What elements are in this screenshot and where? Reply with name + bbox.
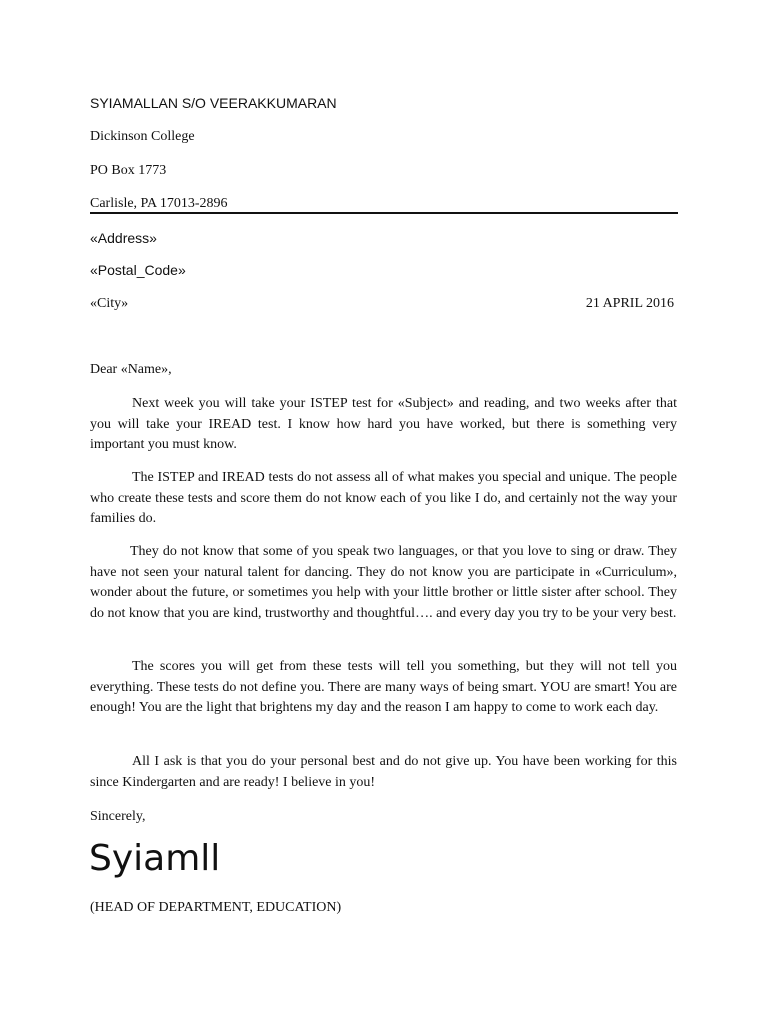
body-paragraph-3: They do not know that some of you speak two languages, or that you love to sing or draw. They have not seen your natural talent for dancing. They do not know you are participate in «Curriculum», wonder about the future, or sometimes you help with your little brother or little sister after school. They do not know that you are kind, trustworthy and thoughtful…. and every day you try to be your very best. [90,544,677,622]
signature: Syiamll [89,838,221,879]
body-paragraph-5: All I ask is that you do your personal best and do not give up. You have been working for this since Kindergarten and are ready! I believe in you! [90,754,677,790]
recipient-postal-code: «Postal_Code» [90,262,186,278]
body-paragraph-1: Next week you will take your ISTEP test for «Subject» and reading, and two weeks after that you will take your IREAD test. I know how hard you have worked, but there is something very important you must know. [90,396,677,453]
body-paragraph-4: The scores you will get from these tests will tell you something, but they will not tell you everything. These tests do not define you. There are many ways of being smart. YOU are smart! You are enough! You are the light that brightens my day and the reason I am happy to come to work each day. [90,659,677,716]
letter-date: 21 APRIL 2016 [585,296,674,311]
recipient-address: «Address» [90,230,157,246]
body-paragraph-2: The ISTEP and IREAD tests do not assess all of what makes you special and unique. The people who create these tests and score them do not know each of you like I do, and certainly not the way your families do. [90,470,677,527]
sender-institution: Dickinson College [90,129,195,144]
sender-po-box: PO Box 1773 [90,163,167,178]
sender-name: SYIAMALLAN S/O VEERAKKUMARAN [90,95,337,111]
recipient-city: «City» [90,296,129,311]
signer-title: (HEAD OF DEPARTMENT, EDUCATION) [90,900,342,915]
header-divider [90,212,678,214]
salutation: Dear «Name», [90,362,172,377]
closing: Sincerely, [90,809,146,824]
sender-city-state-zip: Carlisle, PA 17013-2896 [90,196,228,211]
